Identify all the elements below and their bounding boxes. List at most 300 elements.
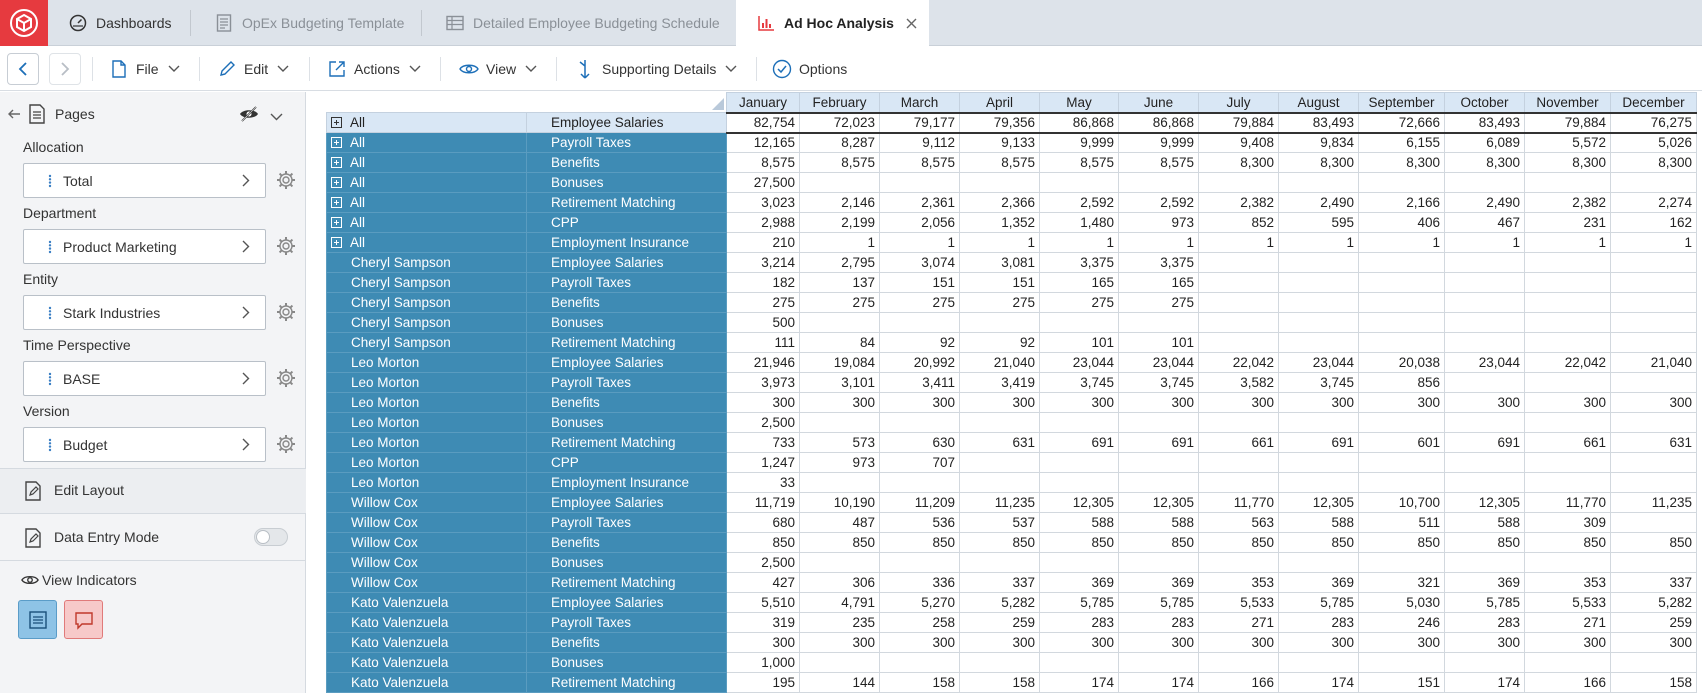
value-cell[interactable] xyxy=(1445,453,1525,473)
value-cell[interactable] xyxy=(1611,373,1697,393)
value-cell[interactable]: 300 xyxy=(727,393,800,413)
column-header-month[interactable]: January xyxy=(727,93,800,113)
value-cell[interactable] xyxy=(1279,273,1359,293)
value-cell[interactable]: 588 xyxy=(1279,513,1359,533)
value-cell[interactable]: 275 xyxy=(727,293,800,313)
column-header-month[interactable]: September xyxy=(1359,93,1445,113)
value-cell[interactable]: 300 xyxy=(1279,393,1359,413)
row-header-employee[interactable] xyxy=(327,273,527,293)
value-cell[interactable] xyxy=(1119,313,1199,333)
value-cell[interactable]: 1 xyxy=(1279,233,1359,253)
value-cell[interactable] xyxy=(880,173,960,193)
expand-plus-icon[interactable] xyxy=(331,197,342,208)
value-cell[interactable]: 300 xyxy=(800,633,880,653)
value-cell[interactable]: 852 xyxy=(1199,213,1279,233)
value-cell[interactable]: 3,745 xyxy=(1119,373,1199,393)
value-cell[interactable]: 2,490 xyxy=(1279,193,1359,213)
value-cell[interactable] xyxy=(1279,453,1359,473)
tab-dashboards[interactable] xyxy=(48,0,189,46)
value-cell[interactable] xyxy=(1199,413,1279,433)
column-header-month[interactable]: October xyxy=(1445,93,1525,113)
value-cell[interactable]: 174 xyxy=(1119,673,1199,693)
value-cell[interactable]: 79,177 xyxy=(880,113,960,133)
row-header-employee[interactable] xyxy=(327,653,527,673)
allocation-settings-gear-icon[interactable] xyxy=(275,169,297,191)
value-cell[interactable]: 9,999 xyxy=(1040,133,1119,153)
row-header-employee[interactable] xyxy=(327,373,527,393)
value-cell[interactable]: 23,044 xyxy=(1040,353,1119,373)
value-cell[interactable]: 6,155 xyxy=(1359,133,1445,153)
value-cell[interactable]: 1 xyxy=(800,233,880,253)
value-cell[interactable]: 84 xyxy=(800,333,880,353)
value-cell[interactable]: 21,040 xyxy=(1611,353,1697,373)
value-cell[interactable]: 165 xyxy=(1040,273,1119,293)
value-cell[interactable]: 1 xyxy=(960,233,1040,253)
value-cell[interactable]: 162 xyxy=(1611,213,1697,233)
value-cell[interactable]: 3,101 xyxy=(800,373,880,393)
value-cell[interactable] xyxy=(880,553,960,573)
row-header-account[interactable]: Employee Salaries xyxy=(527,113,727,133)
value-cell[interactable]: 309 xyxy=(1525,513,1611,533)
value-cell[interactable] xyxy=(800,173,880,193)
row-header-employee[interactable] xyxy=(327,393,527,413)
value-cell[interactable]: 2,795 xyxy=(800,253,880,273)
value-cell[interactable]: 9,999 xyxy=(1119,133,1199,153)
value-cell[interactable]: 166 xyxy=(1199,673,1279,693)
value-cell[interactable]: 259 xyxy=(1611,613,1697,633)
value-cell[interactable] xyxy=(1445,253,1525,273)
view-menu[interactable] xyxy=(459,47,537,91)
value-cell[interactable] xyxy=(1445,293,1525,313)
value-cell[interactable]: 850 xyxy=(1199,533,1279,553)
value-cell[interactable] xyxy=(1525,173,1611,193)
value-cell[interactable]: 92 xyxy=(880,333,960,353)
tab-opex-budgeting-template[interactable] xyxy=(191,0,421,46)
value-cell[interactable]: 2,366 xyxy=(960,193,1040,213)
version-settings-gear-icon[interactable] xyxy=(275,433,297,455)
value-cell[interactable]: 3,582 xyxy=(1199,373,1279,393)
row-header-employee[interactable] xyxy=(327,413,527,433)
value-cell[interactable]: 8,300 xyxy=(1279,153,1359,173)
value-cell[interactable] xyxy=(1359,173,1445,193)
value-cell[interactable]: 9,133 xyxy=(960,133,1040,153)
row-header-employee[interactable] xyxy=(327,553,527,573)
value-cell[interactable]: 23,044 xyxy=(1279,353,1359,373)
value-cell[interactable] xyxy=(1119,653,1199,673)
value-cell[interactable]: 271 xyxy=(1525,613,1611,633)
value-cell[interactable] xyxy=(1199,173,1279,193)
value-cell[interactable]: 86,868 xyxy=(1040,113,1119,133)
row-header-employee[interactable] xyxy=(327,633,527,653)
row-header-employee[interactable] xyxy=(327,113,527,133)
value-cell[interactable] xyxy=(1525,473,1611,493)
value-cell[interactable]: 8,575 xyxy=(1040,153,1119,173)
row-header-account[interactable]: Employment Insurance xyxy=(527,233,727,253)
value-cell[interactable]: 300 xyxy=(880,393,960,413)
value-cell[interactable]: 83,493 xyxy=(1279,113,1359,133)
value-cell[interactable] xyxy=(1359,473,1445,493)
value-cell[interactable]: 11,770 xyxy=(1525,493,1611,513)
value-cell[interactable]: 3,375 xyxy=(1119,253,1199,273)
value-cell[interactable]: 3,023 xyxy=(727,193,800,213)
value-cell[interactable]: 680 xyxy=(727,513,800,533)
row-header-account[interactable]: CPP xyxy=(527,213,727,233)
value-cell[interactable] xyxy=(1359,653,1445,673)
value-cell[interactable] xyxy=(1525,333,1611,353)
row-header-employee[interactable] xyxy=(327,153,527,173)
value-cell[interactable] xyxy=(1279,413,1359,433)
value-cell[interactable]: 3,745 xyxy=(1040,373,1119,393)
value-cell[interactable] xyxy=(1279,553,1359,573)
value-cell[interactable]: 5,572 xyxy=(1525,133,1611,153)
value-cell[interactable] xyxy=(1040,473,1119,493)
row-header-employee[interactable] xyxy=(327,233,527,253)
value-cell[interactable] xyxy=(960,413,1040,433)
row-header-employee[interactable] xyxy=(327,353,527,373)
value-cell[interactable]: 630 xyxy=(880,433,960,453)
row-header-account[interactable]: Benefits xyxy=(527,153,727,173)
row-header-account[interactable]: Retirement Matching xyxy=(527,193,727,213)
row-header-account[interactable]: Bonuses xyxy=(527,653,727,673)
value-cell[interactable]: 11,770 xyxy=(1199,493,1279,513)
value-cell[interactable]: 369 xyxy=(1040,573,1119,593)
value-cell[interactable]: 588 xyxy=(1119,513,1199,533)
value-cell[interactable]: 661 xyxy=(1199,433,1279,453)
value-cell[interactable] xyxy=(1199,473,1279,493)
supporting-details-menu[interactable] xyxy=(575,47,737,91)
value-cell[interactable]: 300 xyxy=(1199,393,1279,413)
eye-slash-icon[interactable] xyxy=(239,105,259,126)
value-cell[interactable]: 151 xyxy=(880,273,960,293)
value-cell[interactable]: 12,305 xyxy=(1445,493,1525,513)
value-cell[interactable]: 259 xyxy=(960,613,1040,633)
value-cell[interactable] xyxy=(1279,473,1359,493)
value-cell[interactable]: 271 xyxy=(1199,613,1279,633)
row-header-account[interactable]: Bonuses xyxy=(527,553,727,573)
value-cell[interactable]: 300 xyxy=(1445,393,1525,413)
value-cell[interactable]: 369 xyxy=(1279,573,1359,593)
value-cell[interactable]: 283 xyxy=(1040,613,1119,633)
value-cell[interactable]: 1 xyxy=(1199,233,1279,253)
value-cell[interactable] xyxy=(1611,273,1697,293)
value-cell[interactable] xyxy=(960,473,1040,493)
value-cell[interactable] xyxy=(1525,373,1611,393)
value-cell[interactable]: 23,044 xyxy=(1445,353,1525,373)
value-cell[interactable]: 82,754 xyxy=(727,113,800,133)
value-cell[interactable]: 337 xyxy=(1611,573,1697,593)
value-cell[interactable]: 275 xyxy=(1040,293,1119,313)
value-cell[interactable]: 283 xyxy=(1119,613,1199,633)
value-cell[interactable]: 487 xyxy=(800,513,880,533)
value-cell[interactable]: 1 xyxy=(1445,233,1525,253)
value-cell[interactable]: 511 xyxy=(1359,513,1445,533)
value-cell[interactable] xyxy=(1445,313,1525,333)
value-cell[interactable]: 2,592 xyxy=(1040,193,1119,213)
value-cell[interactable] xyxy=(960,553,1040,573)
value-cell[interactable]: 72,666 xyxy=(1359,113,1445,133)
drag-grip-icon[interactable] xyxy=(48,174,52,191)
value-cell[interactable] xyxy=(1525,273,1611,293)
value-cell[interactable] xyxy=(1040,653,1119,673)
value-cell[interactable] xyxy=(1199,273,1279,293)
value-cell[interactable]: 1 xyxy=(1611,233,1697,253)
value-cell[interactable]: 300 xyxy=(1040,633,1119,653)
value-cell[interactable]: 2,592 xyxy=(1119,193,1199,213)
value-cell[interactable]: 850 xyxy=(1040,533,1119,553)
value-cell[interactable] xyxy=(1611,413,1697,433)
value-cell[interactable]: 306 xyxy=(800,573,880,593)
value-cell[interactable] xyxy=(1199,653,1279,673)
value-cell[interactable] xyxy=(1199,293,1279,313)
value-cell[interactable] xyxy=(1359,253,1445,273)
options-button[interactable] xyxy=(772,47,847,91)
row-header-employee[interactable] xyxy=(327,573,527,593)
drag-grip-icon[interactable] xyxy=(48,372,52,389)
value-cell[interactable]: 20,992 xyxy=(880,353,960,373)
value-cell[interactable]: 33 xyxy=(727,473,800,493)
value-cell[interactable] xyxy=(1199,553,1279,573)
value-cell[interactable] xyxy=(1119,453,1199,473)
row-header-employee[interactable] xyxy=(327,253,527,273)
row-header-account[interactable]: Employee Salaries xyxy=(527,253,727,273)
value-cell[interactable]: 5,510 xyxy=(727,593,800,613)
value-cell[interactable] xyxy=(1611,313,1697,333)
value-cell[interactable] xyxy=(1525,313,1611,333)
value-cell[interactable]: 733 xyxy=(727,433,800,453)
value-cell[interactable]: 158 xyxy=(960,673,1040,693)
value-cell[interactable] xyxy=(1445,373,1525,393)
value-cell[interactable] xyxy=(1525,293,1611,313)
value-cell[interactable]: 21,040 xyxy=(960,353,1040,373)
value-cell[interactable] xyxy=(1445,333,1525,353)
value-cell[interactable]: 1,480 xyxy=(1040,213,1119,233)
row-header-employee[interactable] xyxy=(327,333,527,353)
value-cell[interactable]: 573 xyxy=(800,433,880,453)
row-header-employee[interactable] xyxy=(327,193,527,213)
value-cell[interactable]: 5,270 xyxy=(880,593,960,613)
expand-plus-icon[interactable] xyxy=(331,237,342,248)
value-cell[interactable]: 11,209 xyxy=(880,493,960,513)
value-cell[interactable]: 2,199 xyxy=(800,213,880,233)
value-cell[interactable]: 151 xyxy=(1359,673,1445,693)
value-cell[interactable] xyxy=(880,473,960,493)
column-header-month[interactable]: June xyxy=(1119,93,1199,113)
value-cell[interactable]: 72,023 xyxy=(800,113,880,133)
value-cell[interactable]: 5,533 xyxy=(1525,593,1611,613)
value-cell[interactable] xyxy=(1611,253,1697,273)
value-cell[interactable]: 537 xyxy=(960,513,1040,533)
value-cell[interactable]: 258 xyxy=(880,613,960,633)
value-cell[interactable]: 300 xyxy=(1611,633,1697,653)
value-cell[interactable]: 174 xyxy=(1040,673,1119,693)
value-cell[interactable] xyxy=(1279,253,1359,273)
value-cell[interactable]: 8,575 xyxy=(880,153,960,173)
value-cell[interactable]: 11,719 xyxy=(727,493,800,513)
column-header-month[interactable]: December xyxy=(1611,93,1697,113)
row-header-account[interactable]: Bonuses xyxy=(527,413,727,433)
value-cell[interactable]: 3,411 xyxy=(880,373,960,393)
value-cell[interactable]: 8,287 xyxy=(800,133,880,153)
value-cell[interactable]: 2,500 xyxy=(727,553,800,573)
value-cell[interactable]: 631 xyxy=(960,433,1040,453)
value-cell[interactable] xyxy=(960,313,1040,333)
entity-settings-gear-icon[interactable] xyxy=(275,301,297,323)
value-cell[interactable]: 1,000 xyxy=(727,653,800,673)
value-cell[interactable]: 850 xyxy=(800,533,880,553)
row-header-account[interactable]: Bonuses xyxy=(527,313,727,333)
row-header-employee[interactable] xyxy=(327,513,527,533)
value-cell[interactable]: 246 xyxy=(1359,613,1445,633)
value-cell[interactable]: 210 xyxy=(727,233,800,253)
value-cell[interactable] xyxy=(1199,453,1279,473)
value-cell[interactable]: 300 xyxy=(960,393,1040,413)
value-cell[interactable]: 3,081 xyxy=(960,253,1040,273)
drag-grip-icon[interactable] xyxy=(48,438,52,455)
value-cell[interactable]: 1 xyxy=(1359,233,1445,253)
row-header-account[interactable]: Payroll Taxes xyxy=(527,273,727,293)
value-cell[interactable] xyxy=(1119,413,1199,433)
value-cell[interactable] xyxy=(960,173,1040,193)
value-cell[interactable]: 2,490 xyxy=(1445,193,1525,213)
row-header-account[interactable]: Employee Salaries xyxy=(527,593,727,613)
edit-menu[interactable] xyxy=(217,47,289,91)
value-cell[interactable]: 588 xyxy=(1445,513,1525,533)
value-cell[interactable]: 5,785 xyxy=(1445,593,1525,613)
value-cell[interactable]: 300 xyxy=(800,393,880,413)
value-cell[interactable]: 92 xyxy=(960,333,1040,353)
value-cell[interactable]: 300 xyxy=(1040,393,1119,413)
value-cell[interactable]: 369 xyxy=(1119,573,1199,593)
row-header-account[interactable]: Payroll Taxes xyxy=(527,373,727,393)
app-logo[interactable] xyxy=(0,0,48,46)
value-cell[interactable]: 12,305 xyxy=(1279,493,1359,513)
value-cell[interactable] xyxy=(800,653,880,673)
value-cell[interactable]: 300 xyxy=(727,633,800,653)
value-cell[interactable] xyxy=(1040,453,1119,473)
value-cell[interactable]: 174 xyxy=(1445,673,1525,693)
value-cell[interactable]: 86,868 xyxy=(1119,113,1199,133)
row-header-account[interactable]: Benefits xyxy=(527,393,727,413)
value-cell[interactable]: 691 xyxy=(1279,433,1359,453)
value-cell[interactable]: 9,408 xyxy=(1199,133,1279,153)
value-cell[interactable]: 12,305 xyxy=(1119,493,1199,513)
value-cell[interactable]: 300 xyxy=(1119,393,1199,413)
value-cell[interactable]: 300 xyxy=(880,633,960,653)
column-header-month[interactable]: August xyxy=(1279,93,1359,113)
value-cell[interactable]: 8,300 xyxy=(1199,153,1279,173)
value-cell[interactable]: 850 xyxy=(1445,533,1525,553)
value-cell[interactable] xyxy=(1525,553,1611,573)
value-cell[interactable]: 10,700 xyxy=(1359,493,1445,513)
value-cell[interactable]: 601 xyxy=(1359,433,1445,453)
value-cell[interactable]: 300 xyxy=(1525,393,1611,413)
value-cell[interactable]: 151 xyxy=(960,273,1040,293)
value-cell[interactable] xyxy=(1611,293,1697,313)
row-header-account[interactable]: Benefits xyxy=(527,533,727,553)
row-header-employee[interactable] xyxy=(327,673,527,693)
value-cell[interactable]: 11,235 xyxy=(1611,493,1697,513)
value-cell[interactable] xyxy=(800,413,880,433)
value-cell[interactable] xyxy=(960,453,1040,473)
value-cell[interactable] xyxy=(960,653,1040,673)
value-cell[interactable]: 165 xyxy=(1119,273,1199,293)
value-cell[interactable]: 707 xyxy=(880,453,960,473)
version-selector[interactable] xyxy=(23,427,266,462)
value-cell[interactable]: 1 xyxy=(880,233,960,253)
value-cell[interactable]: 850 xyxy=(1119,533,1199,553)
value-cell[interactable]: 300 xyxy=(1119,633,1199,653)
value-cell[interactable]: 9,834 xyxy=(1279,133,1359,153)
column-header-month[interactable]: March xyxy=(880,93,960,113)
value-cell[interactable]: 588 xyxy=(1040,513,1119,533)
row-header-account[interactable]: Payroll Taxes xyxy=(527,513,727,533)
department-selector[interactable] xyxy=(23,229,266,264)
row-header-account[interactable]: Bonuses xyxy=(527,173,727,193)
value-cell[interactable] xyxy=(1199,313,1279,333)
value-cell[interactable]: 2,382 xyxy=(1199,193,1279,213)
drag-grip-icon[interactable] xyxy=(48,306,52,323)
row-header-employee[interactable] xyxy=(327,473,527,493)
value-cell[interactable] xyxy=(1279,293,1359,313)
value-cell[interactable] xyxy=(1611,333,1697,353)
value-cell[interactable]: 10,190 xyxy=(800,493,880,513)
data-entry-mode-toggle[interactable] xyxy=(254,528,288,546)
value-cell[interactable]: 536 xyxy=(880,513,960,533)
value-cell[interactable] xyxy=(1359,553,1445,573)
value-cell[interactable] xyxy=(1525,653,1611,673)
value-cell[interactable]: 21,946 xyxy=(727,353,800,373)
department-settings-gear-icon[interactable] xyxy=(275,235,297,257)
value-cell[interactable]: 467 xyxy=(1445,213,1525,233)
value-cell[interactable] xyxy=(1279,173,1359,193)
value-cell[interactable]: 79,884 xyxy=(1525,113,1611,133)
value-cell[interactable]: 79,884 xyxy=(1199,113,1279,133)
value-cell[interactable] xyxy=(800,313,880,333)
value-cell[interactable]: 8,575 xyxy=(1119,153,1199,173)
value-cell[interactable] xyxy=(1199,333,1279,353)
value-cell[interactable]: 856 xyxy=(1359,373,1445,393)
value-cell[interactable] xyxy=(1445,413,1525,433)
row-header-account[interactable]: Payroll Taxes xyxy=(527,613,727,633)
value-cell[interactable]: 595 xyxy=(1279,213,1359,233)
value-cell[interactable]: 500 xyxy=(727,313,800,333)
close-tab-icon[interactable] xyxy=(906,18,917,29)
value-cell[interactable]: 283 xyxy=(1445,613,1525,633)
value-cell[interactable] xyxy=(880,653,960,673)
value-cell[interactable] xyxy=(880,413,960,433)
row-header-account[interactable]: Payroll Taxes xyxy=(527,133,727,153)
value-cell[interactable] xyxy=(1119,553,1199,573)
entity-selector[interactable] xyxy=(23,295,266,330)
expand-plus-icon[interactable] xyxy=(331,217,342,228)
value-cell[interactable]: 8,300 xyxy=(1611,153,1697,173)
value-cell[interactable]: 850 xyxy=(960,533,1040,553)
value-cell[interactable]: 5,785 xyxy=(1119,593,1199,613)
value-cell[interactable]: 137 xyxy=(800,273,880,293)
value-cell[interactable]: 563 xyxy=(1199,513,1279,533)
file-menu[interactable] xyxy=(109,47,180,91)
value-cell[interactable]: 283 xyxy=(1279,613,1359,633)
value-cell[interactable]: 3,745 xyxy=(1279,373,1359,393)
value-cell[interactable]: 83,493 xyxy=(1445,113,1525,133)
value-cell[interactable] xyxy=(1611,473,1697,493)
row-header-account[interactable]: CPP xyxy=(527,453,727,473)
row-header-employee[interactable] xyxy=(327,613,527,633)
value-cell[interactable]: 1 xyxy=(1525,233,1611,253)
expand-plus-icon[interactable] xyxy=(331,177,342,188)
value-cell[interactable]: 2,361 xyxy=(880,193,960,213)
value-cell[interactable] xyxy=(1445,473,1525,493)
